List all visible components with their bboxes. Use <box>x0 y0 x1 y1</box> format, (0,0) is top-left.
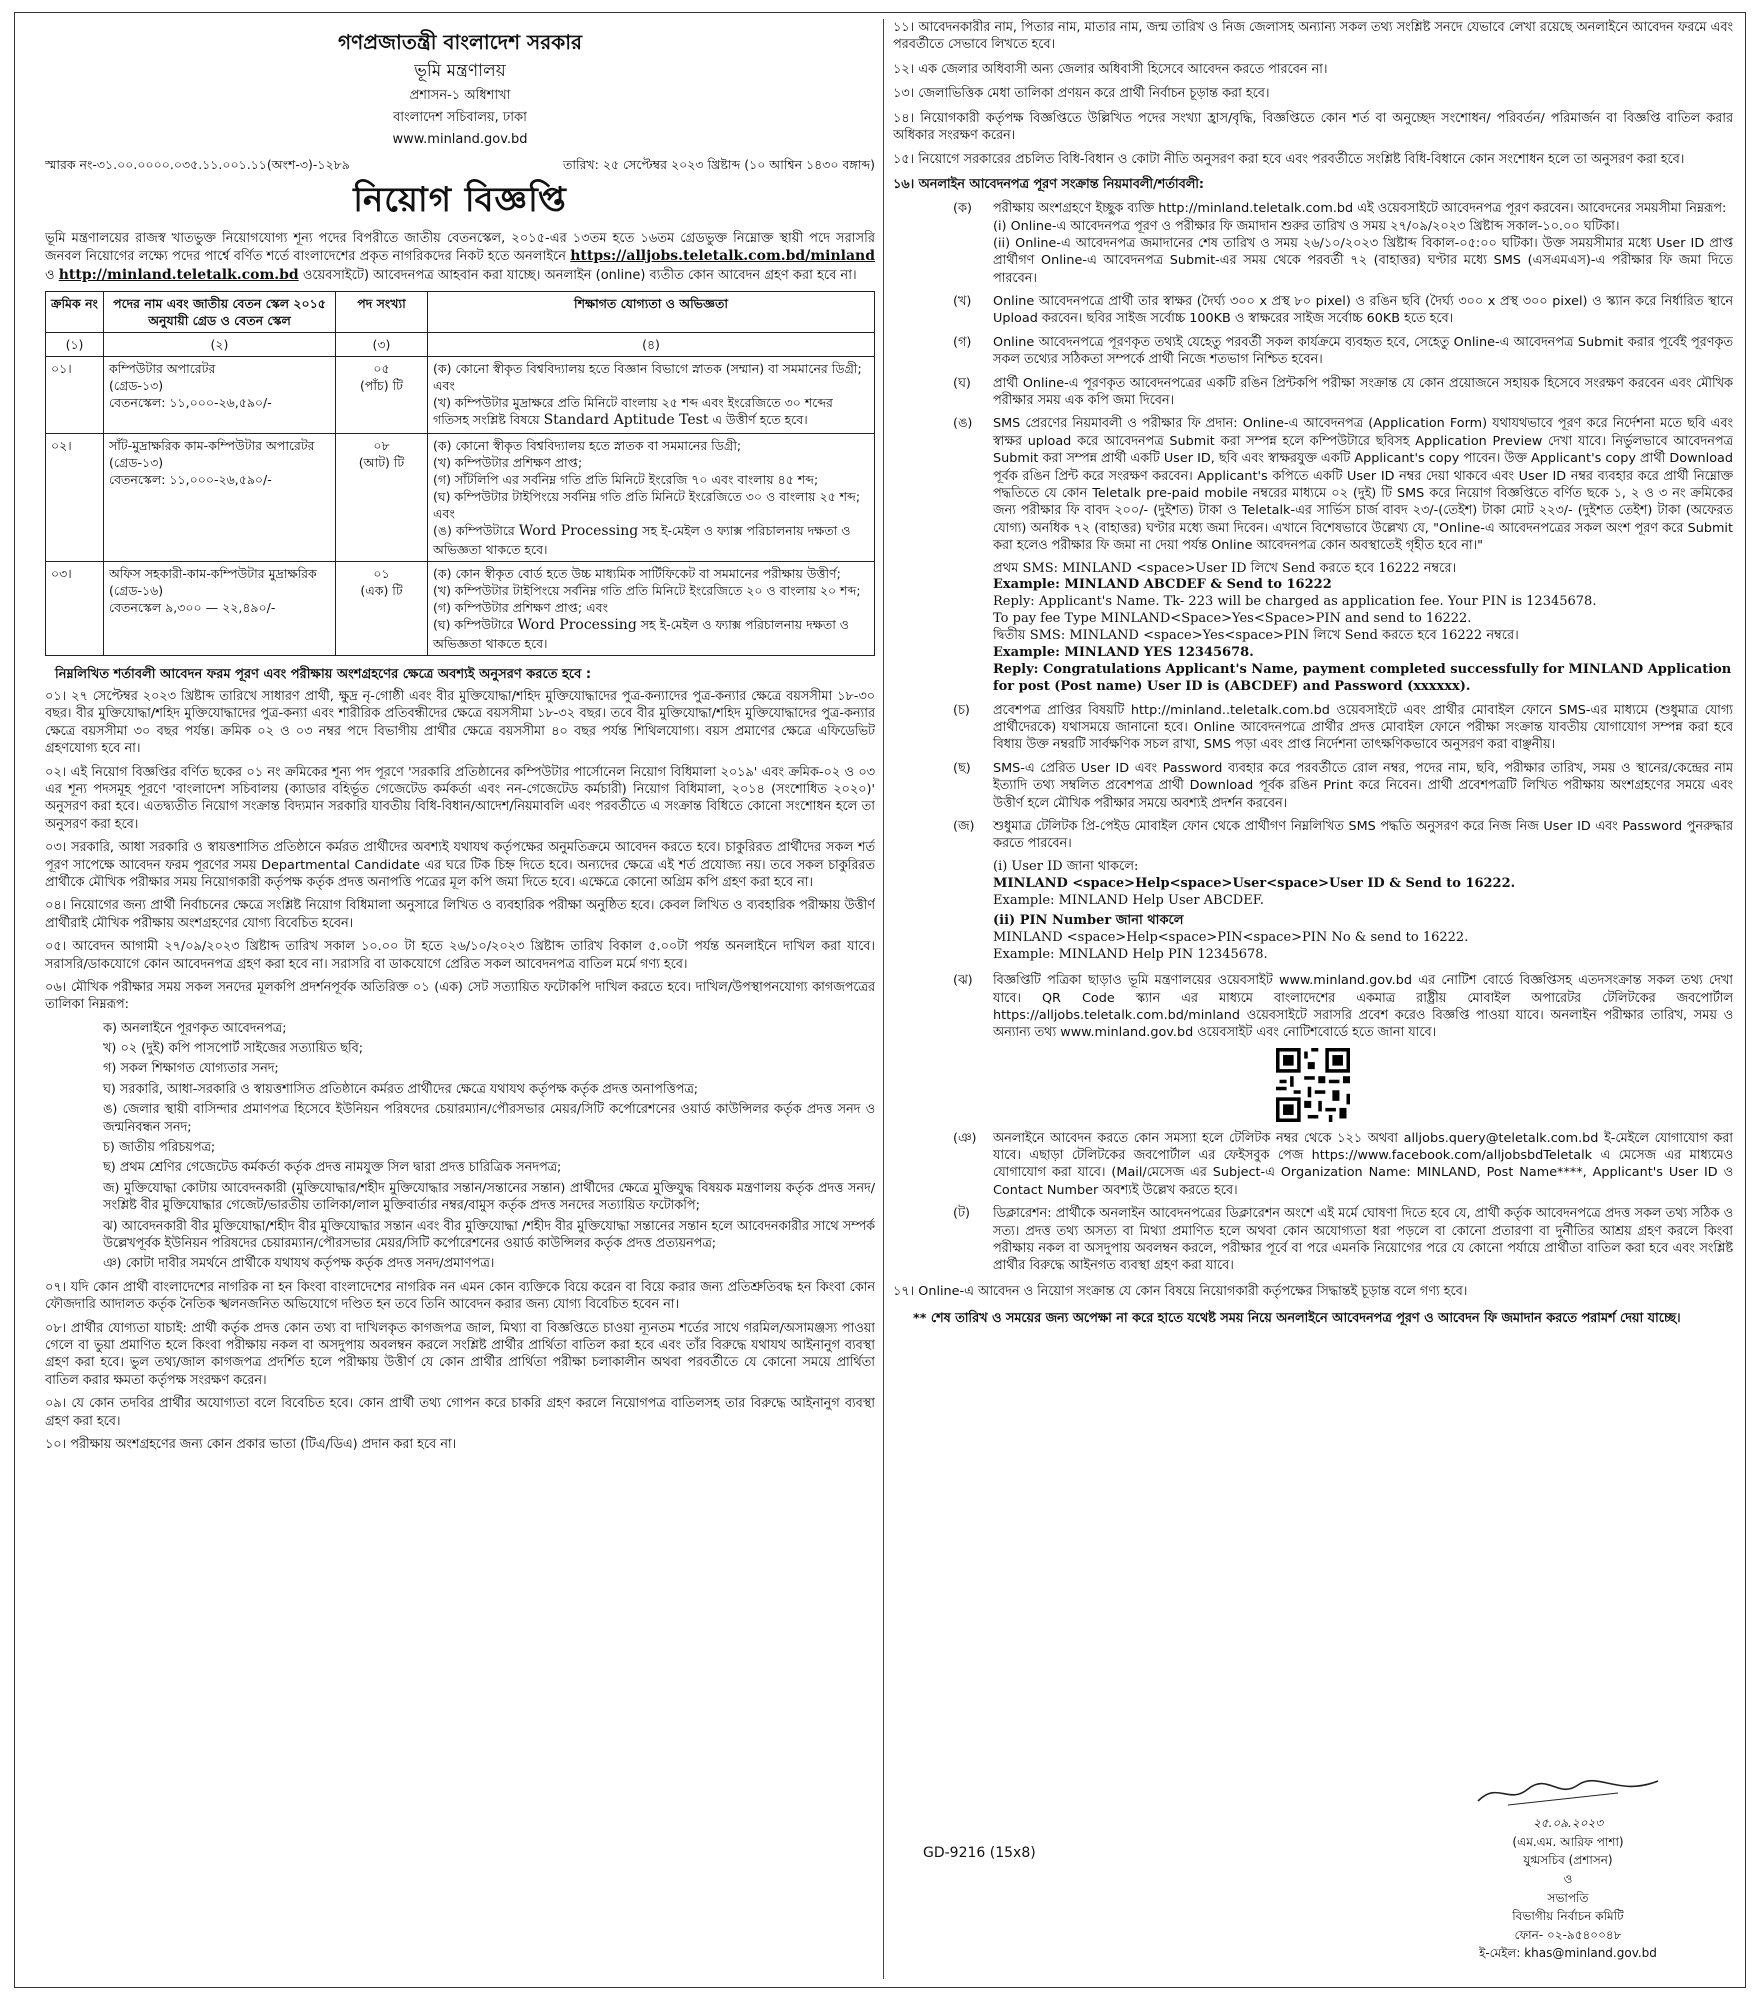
post-name: কম্পিউটার অপারেটর <box>109 361 216 377</box>
colnum: (১) <box>46 333 104 357</box>
rule-text: SMS-এ প্রেরিত User ID এবং Password ব্যবহার করে পরবর্তীতে রোল নম্বর, পদের নাম, ছবি, পরীক্ষার তারিখ, সময় ও স্থানের/কেন্দ্রের নাম ইত্যাদি তথ্য সম্বলিত প্রবেশপত্র প্রার্থী Download পূর্বক রঙিন Print করে নিবেন। প্রার্থী প্রবেশপত্রটি লিখিত পরীক্ষায় অংশগ্রহণের সময়ে এবং উত্তীর্ণ হলে মৌখিক পরীক্ষার সময়ে অবশ্যই প্রদর্শন করবেন। <box>993 760 1733 811</box>
rule-chh <box>953 760 1733 812</box>
row-count <box>336 562 428 656</box>
row-qualification <box>428 562 875 656</box>
rule-text: Online আবেদনপত্রে পূরণকৃত তথ্যই যেহেতু পরবর্তী সকল কার্যক্রমে ব্যবহৃত হবে, সেহেতু Online-এ আবেদনপত্র Submit করার পূর্বেই পূরণকৃত সকল তথ্যের সঠিকতা সম্পর্কে প্রার্থী নিজে শতভাগ নিশ্চিত হবেন। <box>993 334 1733 368</box>
rule-text: ডিক্লারেশন: প্রার্থীকে অনলাইন আবেদনপত্রের ডিক্লারেশন অংশে এই মর্মে ঘোষণা দিতে হবে যে, প্রার্থী কর্তৃক আবেদনপত্রে প্রদত্ত সকল তথ্য সঠিক ও সত্য। প্রদত্ত তথ্য অসত্য বা মিথ্যা প্রমাণিত হলে অথবা কোন অযোগ্যতা ধরা পড়লে বা কোনো প্রতারণা বা দুর্নীতির আশ্রয় গ্রহণ করলে কিংবা পরীক্ষায় নকল বা অসদুপায় অবলম্বন করলে, পরীক্ষার পূর্বে বা পরে এমনকি নিয়োগের পরে যে কোনো পর্যায়ে প্রার্থীতা বাতিল করা হবে এবং সংশ্লিষ্ট প্রার্থীর বিরুদ্ধে আইনগত ব্যবস্থা গ্রহণ করা যাবে। <box>993 1206 1733 1274</box>
sms-line: Example: MINLAND Help PIN 12345678. <box>993 947 1268 963</box>
qualification-item: (গ) সাঁটলিপি এর সর্বনিম্ন গতি প্রতি মিনিটে ইংরেজি ৭০ এবং বাংলায় ৪৫ শব্দ; <box>433 472 819 488</box>
condition-16-title: ১৬। অনলাইন আবেদনপত্র পূরণ সংক্রান্ত নিয়মাবলী/শর্তাবলী: <box>893 176 1205 192</box>
sms-reply: Reply: Congratulations Applicant's Name, payment completed successfully for MINLAND Application for post (Post name) User ID is (ABCDEF) and Password (xxxxxx). <box>993 661 1732 694</box>
col-header-sl: ক্রমিক নং <box>46 292 104 333</box>
condition-03: ০৩। সরকারি, আধা সরকারি ও স্বায়ত্তশাসিত প্রতিষ্ঠানে কর্মরত প্রার্থীদের অবশ্যই যথাযথ কর্তৃপক্ষের অনুমতিক্রমে আবেদন করতে হবে। চাকুরিরত প্রার্থীদের সকল শর্ত পূরণ সাপেক্ষে আবেদন ফরম পূরণের সময় Departmental Candidate এর ঘরে টিক চিহ্ন দিতে হবে। অন্যদের ক্ষেত্রে এই শর্ত প্রযোজ্য নয়। তবে সকল চাকুরিরত প্রার্থীকে মৌখিক পরীক্ষার সময় নিয়োগকারী কর্তৃপক্ষ কর্তৃক প্রদত্ত অনাপত্তি পত্রের মূল কপি জমা দিতে হবে। এক্ষেত্রে কোনো অগ্রিম কপি গ্রহণ করা হবে না। <box>45 840 875 890</box>
count-words: (এক) টি <box>360 583 403 599</box>
row-post <box>104 357 336 434</box>
list-item: চ) জাতীয় পরিচয়পত্র; <box>103 1140 216 1156</box>
table-row <box>46 357 875 434</box>
sms-line <box>993 577 1733 594</box>
condition-11: ১১। আবেদনকারীর নাম, পিতার নাম, মাতার নাম, জন্ম তারিখ ও নিজ জেলাসহ অন্যান্য সকল তথ্য সংশ্লিষ্ট সনদে যেভাবে লেখা রয়েছে অনলাইনে আবেদন ফরমে এবং পরবর্তীতে সেভাবে লিখতে হবে। <box>893 20 1733 53</box>
rule-ch <box>953 702 1733 754</box>
rule-subitem: (i) Online-এ আবেদনপত্র পূরণ ও পরীক্ষার ফি জমাদান শুরুর তারিখ ও সময় ২৭/০৯/২০২৩ খ্রিষ্টাব্দ সকাল-১০.০০ ঘটিকা। <box>993 218 1620 234</box>
gov-name: গণপ্রজাতন্ত্রী বাংলাদেশ সরকার <box>338 30 582 54</box>
list-item: খ) ০২ (দুই) কপি পাসপোর্ট সাইজের সত্যায়িত ছবি; <box>103 1041 364 1057</box>
row-post <box>104 434 336 562</box>
notice-page <box>14 12 1746 1988</box>
sms-line: Reply: Applicant's Name. Tk- 223 will be charged as application fee. Your PIN is 12345678. <box>993 594 1597 610</box>
sms-line <box>993 913 1733 930</box>
signatory-title: সভাপতি <box>1547 1890 1589 1905</box>
qualification-item: (খ) কম্পিউটার টাইপিংয়ে সর্বনিম্ন গতি প্রতি মিনিটে ইংরেজিতে ২০ ও বাংলায় ২০ শব্দ; <box>433 583 861 599</box>
address: বাংলাদেশ সচিবালয়, ঢাকা <box>393 109 527 125</box>
rule-label: (ঙ) <box>953 416 973 432</box>
sms-line: MINLAND <space>Help<space>PIN<space>PIN No & send to 16222. <box>993 930 1469 946</box>
list-item: গ) সকল শিক্ষাগত যোগ্যতার সনদ; <box>103 1061 279 1077</box>
memo-number: স্মারক নং-৩১.০০.০০০০.০৩৫.১১.০০১.১১(অংশ-৩)-১২৮৯ <box>45 157 350 173</box>
sms-example: Example: MINLAND YES 12345678. <box>993 645 1254 660</box>
rule-n <box>953 1130 1733 1200</box>
ministry-name: ভূমি মন্ত্রণালয় <box>414 61 506 82</box>
sms-instructions-1 <box>993 561 1733 696</box>
rule-label: (ট) <box>953 1206 970 1222</box>
rule-text: বিজ্ঞপ্তিটি পত্রিকা ছাড়াও ভূমি মন্ত্রণালয়ের ওয়েবসাইট www.minland.gov.bd এর নোটিশ বোর্ডে বিজ্ঞপ্তিসহ এতদসংক্রান্ত সকল তথ্য দেখা যাবে। QR Code স্ক্যান এর মাধ্যমে বাংলাদেশের একমাত্র রাষ্ট্রীয় মোবাইল অপারেটর টেলিটকের জবপোর্টাল https://alljobs.teletalk.com.bd/minland ওয়েবসাইটে সরাসরি প্রবেশ করেও বিজ্ঞপ্তি পাওয়া যাবে। অনলাইন পরীক্ষার তারিখ, সময় ও অন্যান্য তথ্য www.minland.gov.bd ওয়েবসাইট এবং নোটিশবোর্ডে হতে জানা যাবে। <box>993 973 1733 1041</box>
count-words: (আট) টি <box>358 455 405 471</box>
memo-line <box>45 156 875 173</box>
sms-line <box>993 876 1733 893</box>
sms-cmd: (ii) PIN Number জানা থাকলে <box>993 913 1184 929</box>
rule-label: (ঞ) <box>953 1130 977 1146</box>
q-en: Word Processing <box>517 617 637 634</box>
col-header-post: পদের নাম এবং জাতীয় বেতন স্কেল ২০১৫ অনুযায়ী গ্রেড ও বেতন স্কেল <box>104 292 336 333</box>
rule-ng <box>953 415 1733 554</box>
sms-line <box>993 662 1733 696</box>
post-grade: (গ্রেড-১৬) <box>109 583 164 599</box>
documents-list <box>103 1020 875 1273</box>
qualification-item <box>433 522 869 558</box>
qualification-item: (ক) কোনো স্বীকৃত বিশ্ববিদ্যালয় হতে বিজ্ঞান বিভাগে স্নাতক (সম্মান) বা সমমানের ডিগ্রী; এবং <box>433 361 862 394</box>
q-en: Standard Aptitude Test <box>543 412 709 429</box>
q-end: সহ ই-মেইল ও ফ্যাক্স পরিচালনায় দক্ষতা ও অভিজ্ঞতা থাকতে হবে। <box>433 523 851 558</box>
signatory-email[interactable]: ই-মেইল: khas@minland.gov.bd <box>1479 1946 1657 1961</box>
conditions-title: নিম্নলিখিত শর্তাবলী আবেদন ফরম পূরণ এবং পরীক্ষায় অংশগ্রহণের ক্ষেত্রে অবশ্যই অনুসরণ করতে হবে : <box>55 667 592 683</box>
table-row <box>46 434 875 562</box>
condition-09: ০৯। যে কোন তদবির প্রার্থীর অযোগ্যতা বলে বিবেচিত হবে। কোন প্রার্থী তথ্য গোপন করে চাকরি গ্রহণ করলে নিয়োগপত্র বাতিলসহ তার বিরুদ্ধে আইনানুগ ব্যবস্থা গ্রহণ করা হবে। <box>45 1396 875 1429</box>
website[interactable]: www.minland.gov.bd <box>392 131 528 147</box>
list-item: ঝ) আবেদনকারী বীর মুক্তিযোদ্ধা/শহীদ বীর মুক্তিযোদ্ধার সন্তান এবং বীর মুক্তিযোদ্ধা /শহীদ বীর মুক্তিযোদ্ধা সন্তানের সন্তান হলে আবেদনকারীর সাথে সম্পর্ক উল্লেখপূর্বক ইউনিয়ন পরিষদের চেয়ারম্যান/পৌরসভার মেয়র/সিটি কর্পোরেশনের ওয়ার্ড কাউন্সিলর কর্তৃক প্রদত্ত প্রত্যয়নপত্র; <box>103 1218 875 1251</box>
condition-07: ০৭। যদি কোন প্রার্থী বাংলাদেশের নাগরিক না হন কিংবা বাংলাদেশের নাগরিক নন এমন কোন ব্যক্তিকে বিয়ে করেন বা বিয়ে করার জন্য প্রতিশ্রুতিবদ্ধ হন কিংবা কোন ফৌজদারি আদালত কর্তৃক নৈতিক স্খলনজনিত অভিযোগে দণ্ডিত হন তবে তিনি আবেদন করার জন্য যোগ্য বিবেচিত হবেন না। <box>45 1279 875 1313</box>
rule-label: (জ) <box>953 819 975 835</box>
table-header-row <box>46 292 875 333</box>
column-divider <box>883 19 884 1979</box>
signatory-phone: ফোন- ০২-৯৫৪০০৪৮ <box>1514 1927 1622 1942</box>
rule-text: প্রবেশপত্র প্রাপ্তির বিষয়টি http://minland..teletalk.com.bd ওয়েবসাইটে এবং প্রার্থীর মোবাইল ফোনে SMS-এর মাধ্যমে (শুধুমাত্র যোগ্য প্রার্থীদেরকে) যথাসময়ে জানানো হবে। Online আবেদনপত্রে প্রার্থীর প্রদত্ত মোবাইল ফোনে পরীক্ষা সংক্রান্ত যাবতীয় যোগাযোগ সম্পন্ন করা হবে বিধায় উক্ত নম্বরটি সার্বক্ষণিক সচল রাখা, SMS পড়া এবং প্রাপ্ত নির্দেশনা তাৎক্ষণিকভাবে অনুসরণ করা বাঞ্ছনীয়। <box>993 702 1733 753</box>
table-colnum-row <box>46 333 875 357</box>
condition-13: ১৩। জেলাভিত্তিক মেধা তালিকা প্রণয়ন করে প্রার্থী নির্বাচন চূড়ান্ত করা হবে। <box>893 86 1270 102</box>
list-item: ক) অনলাইনে পূরণকৃত আবেদনপত্র; <box>103 1020 287 1036</box>
final-advice: ** শেষ তারিখ ও সময়ের জন্য অপেক্ষা না করে হাতে যথেষ্ট সময় নিয়ে অনলাইনে আবেদনপত্র পূরণ ও আবেদন ফি জমাদান করতে পরামর্শ দেয়া যাচ্ছে। <box>913 1311 1681 1327</box>
signatory-name: (এম.এম. আরিফ পাশা) <box>1512 1834 1624 1849</box>
count-number: ০১ <box>373 566 390 582</box>
condition-17: ১৭। Online-এ আবেদন ও নিয়োগ সংক্রান্ত যে কোন বিষয়ে নিয়োগকারী কর্তৃপক্ষের সিদ্ধান্তই চূড়ান্ত বলে গণ্য হবে। <box>893 1283 1468 1299</box>
list-item: ঙ) জেলার স্থায়ী বাসিন্দার প্রমাণপত্র হিসেবে ইউনিয়ন পরিষদের চেয়ারম্যান/পৌরসভার মেয়র/সিটি কর্পোরেশনের ওয়ার্ড কাউন্সিলর কর্তৃক প্রদত্ত সনদ ও জন্মনিবন্ধন সনদ; <box>103 1102 875 1135</box>
left-column <box>45 19 875 1983</box>
alljobs-link[interactable]: https://alljobs.teletalk.com.bd/minland <box>570 248 875 265</box>
sms-line <box>993 645 1733 662</box>
post-scale: বেতনস্কেল ৯,৩০০ — ২২,৪৯০/- <box>109 600 276 616</box>
qualification-item <box>433 394 869 430</box>
teletalk-link[interactable]: http://minland.teletalk.com.bd <box>58 267 299 284</box>
sms-line: প্রথম SMS: MINLAND <space>User ID লিখে Send করতে হবে 16222 নম্বরে। <box>993 560 1457 576</box>
condition-01: ০১। ২৭ সেপ্টেম্বর ২০২৩ খ্রিষ্টাব্দ তারিখে সাধারণ প্রার্থী, ক্ষুদ্র নৃ-গোষ্ঠী এবং বীর মুক্তিযোদ্ধা/শহিদ মুক্তিযোদ্ধাদের পুত্র-কন্যাদের পুত্র-কন্যার ক্ষেত্রে বয়সসীমা ১৮-৩০ বছর। বীর মুক্তিযোদ্ধা/শহিদ মুক্তিযোদ্ধাদের পুত্র-কন্যা এবং শারীরিক প্রতিবন্ধীদের ক্ষেত্রে বয়সসীমা ১৮-৩২ বছর। তবে বীর মুক্তিযোদ্ধা/শহিদ মুক্তিযোদ্ধাদের পুত্র-কন্যার ক্ষেত্রে বয়সসীমা ৩০ বছর পর্যন্ত। ক্রমিক ০২ ও ০৩ নম্বর পদে বিভাগীয় প্রার্থীর ক্ষেত্রে বয়সসীমা ৪০ বছর পর্যন্ত শিথিলযোগ্য। বয়স প্রমাণের ক্ষেত্রে এফিডেভিট গ্রহণযোগ্য হবে না। <box>45 689 875 757</box>
count-number: ০৮ <box>373 438 390 454</box>
rule-label: (ক) <box>953 201 972 217</box>
condition-12: ১২। এক জেলার অধিবাসী অন্য জেলার অধিবাসী হিসেবে আবেদন করতে পারবেন না। <box>893 61 1328 77</box>
rule-kh <box>953 293 1733 328</box>
rule-gh <box>953 375 1733 410</box>
qualification-item: (গ) কম্পিউটার প্রশিক্ষণ প্রাপ্ত; এবং <box>433 600 608 616</box>
condition-05: ০৫। আবেদন আগামী ২৭/০৯/২০২৩ খ্রিষ্টাব্দ তারিখ সকাল ১০.০০ টা হতে ২৬/১০/২০২৩ খ্রিষ্টাব্দ তারিখ বিকাল ৫.০০টা পর্যন্ত অনলাইনে দাখিল করা যাবে। সরাসরি/ডাকযোগে কোন আবেদনপত্র গ্রহণ করা হবে না। সরাসরি বা ডাকযোগে প্রেরিত সকল আবেদনপত্র বাতিল মর্মে গণ্য হবে। <box>45 939 875 972</box>
intro-text <box>45 230 875 286</box>
post-name: অফিস সহকারী-কাম-কম্পিউটার মুদ্রাক্ষরিক <box>109 566 317 582</box>
q-end: এ উত্তীর্ণ হতে হবে। <box>712 412 808 428</box>
sms-cmd: MINLAND <space>Help<space>User<space>User ID & Send to 16222. <box>993 875 1516 891</box>
qualification-item: (ক) কোন স্বীকৃত বোর্ড হতে উচ্চ মাধ্যমিক সার্টিফিকেট বা সমমানের পরীক্ষায় উত্তীর্ণ; <box>433 566 841 582</box>
rule-label: (চ) <box>953 702 970 718</box>
qualification-item: (খ) কম্পিউটার প্রশিক্ষণ প্রাপ্ত; <box>433 455 583 471</box>
qualification-item: (ক) কোনো স্বীকৃত বিশ্ববিদ্যালয় হতে স্নাতক বা সমমানের ডিগ্রী; <box>433 438 742 454</box>
rule-label: (ঘ) <box>953 375 971 391</box>
post-name: সাঁট-মুদ্রাক্ষরিক কাম-কম্পিউটার অপারেটর <box>109 438 315 454</box>
signatory-title: বিভাগীয় নির্বাচন কমিটি <box>1512 1909 1624 1924</box>
row-count <box>336 357 428 434</box>
condition-08: ০৮। প্রার্থীর যোগ্যতা যাচাই: প্রার্থী কর্তৃক প্রদত্ত কোন তথ্য বা দাখিলকৃত কাগজপত্র জাল, মিথ্যা বা বিজ্ঞপ্তিতে চাওয়া ন্যূনতম শর্তের সাথে গরমিল/অসামঞ্জস্য পাওয়া গেলে বা ভুয়া প্রমাণিত হলে কিংবা পরীক্ষায় নকল বা অসদুপায় অবলম্বন করলে সংশ্লিষ্ট প্রার্থীর প্রার্থিতা বাতিল করা হবে এবং তাঁর বিরুদ্ধে যথাযথ আইনানুগ ব্যবস্থা গ্রহণ করা হবে। ভুল তথ্য/জাল কাগজপত্র প্রদর্শিত হলে পরীক্ষায় উত্তীর্ণ যে কোন প্রার্থীর প্রার্থিতা পরীক্ষা চলাকালীন অথবা পরবর্তীতে যে কোনো সময়ে প্রার্থিতা বাতিল করার ক্ষমতা কর্তৃপক্ষ সংরক্ষণ করেন। <box>45 1320 875 1388</box>
col-header-qualification: শিক্ষাগত যোগ্যতা ও অভিজ্ঞতা <box>428 292 875 333</box>
rule-text: অনলাইনে আবেদন করতে কোন সমস্যা হলে টেলিটক নম্বর থেকে ১২১ অথবা alljobs.query@teletalk.com.bd ই-মেইলে যোগাযোগ করা যাবে। এছাড়া টেলিটকের জবপোর্টাল এর ফেইসবুক পেজ https://www.facebook.com/alljobsbdTeletalk এ মেসেজ এর মাধ্যমেও যোগাযোগ করা যাবে। (Mail/মেসেজ এর Subject-এ Organization Name: MINLAND, Post Name****, Applicant's User ID ও Contact Number অবশ্যই উল্লেখ করতে হবে। <box>993 1130 1733 1198</box>
signature-handwriting: ২৫.০৯.২০২৩ <box>1532 1816 1604 1831</box>
gd-number: GD-9216 (15x8) <box>923 1844 1036 1861</box>
row-qualification <box>428 357 875 434</box>
condition-02: ০২। এই নিয়োগ বিজ্ঞপ্তির বর্ণিত ছকের ০১ নং ক্রমিকের শূন্য পদ পূরণে 'সরকারি প্রতিষ্ঠানের কম্পিউটার পার্সোনেল নিয়োগ বিধিমালা ২০১৯' এবং ক্রমিক-০২ ও ০৩ এর শূন্য পদসমূহ পূরণে 'বাংলাদেশ সচিবালয় (ক্যাডার বহির্ভূত গেজেটেড কর্মকর্তা এবং নন-গেজেটেড কর্মচারী) নিয়োগ বিধিমালা, ২০১৪ (সংশোধিত ২০২০)' অনুসরণ করা হবে। এতদ্ব্যতীত নিয়োগ সংক্রান্ত বিদ্যমান সরকারি যাবতীয় বিধি-বিধান/আদেশ/নিয়মাবলি এবং পরবর্তীতে এ সংক্রান্ত বিধিতে কোনো সংশোধন হলে তা অনুসরণ করা হবে। <box>45 764 875 832</box>
header <box>45 29 875 148</box>
q-text: (ঙ) কম্পিউটারে <box>433 523 515 539</box>
posts-table <box>45 291 875 656</box>
signature-block <box>1423 1775 1713 1963</box>
rule-label: (ছ) <box>953 760 971 776</box>
list-item: ছ) প্রথম শ্রেণির গেজেটেড কর্মকর্তা কর্তৃক প্রদত্ত নামযুক্ত সিল দ্বারা প্রদত্ত চারিত্রিক সনদপত্র; <box>103 1160 562 1176</box>
condition-14: ১৪। নিয়োগকারী কর্তৃপক্ষ বিজ্ঞপ্তিতে উল্লিখিত পদের সংখ্যা হ্রাস/বৃদ্ধি, বিজ্ঞপ্তিতে কোন শর্ত বা অনুচ্ছেদ সংশোধন/ পরিবর্তন/ পরিমার্জন বা বিজ্ঞপ্তি বাতিল করার অধিকার সংরক্ষণ করেন। <box>893 110 1733 143</box>
qualification-item <box>433 616 869 652</box>
row-qualification <box>428 434 875 562</box>
qr-code-icon[interactable] <box>1276 1048 1350 1122</box>
signatory-title: যুগ্মসচিব (প্রশাসন) <box>1523 1853 1613 1868</box>
post-scale: বেতনস্কেল: ১১,০০০-২৬,৫৯০/- <box>109 395 272 411</box>
rule-label: (ঝ) <box>953 973 973 989</box>
recovery-instructions <box>993 859 1733 964</box>
rule-text: SMS প্রেরণের নিয়মাবলী ও পরীক্ষার ফি প্রদান: Online-এ আবেদনপত্র (Application Form) যথাযথভাবে পূরণ করে নির্দেশনা মতে ছবি এবং স্বাক্ষর upload করে আবেদনপত্র Submit করা সম্পন্ন হলে কম্পিউটারে ছবিসহ Application Preview দেখা যাবে। নির্ভুলভাবে আবেদনপত্র Submit করা সম্পন্ন প্রার্থী একটি User ID, ছবি এবং স্বাক্ষরযুক্ত একটি Applicant's copy পাবেন। উক্ত Applicant's copy প্রার্থী Download পূর্বক রঙিন প্রিন্ট করে সংরক্ষণ করবেন। Applicant's কপিতে একটি User ID নম্বর দেয়া থাকবে এবং User ID নম্বর ব্যবহার করে প্রার্থী নিম্নোক্ত পদ্ধতিতে যে কোন Teletalk pre-paid mobile নম্বরের মাধ্যমে ০২ (দুই) টি SMS করে নিয়োগ বিজ্ঞপ্তিতে বর্ণিত ছকে ১, ২ ও ৩ নং ক্রমিকের জন্য পরীক্ষার ফি বাবদ ২০০/- (দুইশত) টাকা ও Teletalk-এর সার্ভিস চার্জ বাবদ ২৩/-(তেইশ) টাকা মোট ২২৩/- (দুইশত তেইশ) টাকা (অফেরত যোগ্য) অনধিক ৭২ (বাহাত্তর) ঘণ্টার মধ্যে জমা দিবেন। এখানে বিশেষভাবে উল্লেখ্য যে, "Online-এ আবেদনপত্রের সকল অংশ পূরণ করে Submit করা হলেও পরীক্ষার ফি জমা না দেয়া পর্যন্ত Online আবেদনপত্র কোন অবস্থাতেই গৃহীত হবে না।" <box>993 416 1733 554</box>
condition-15: ১৫। নিয়োগে সরকারের প্রচলিত বিধি-বিধান ও কোটা নীতি অনুসরণ করা হবে এবং পরবর্তীতে সংশ্লিষ্ট বিধি-বিধানে কোন সংশোধন হলে তা অনুসরণ করা হবে। <box>893 152 1685 168</box>
row-post <box>104 562 336 656</box>
rule-text: প্রার্থী Online-এ পূরণকৃত আবেদনপত্রের একটি রঙিন প্রিন্টকপি পরীক্ষা সংক্রান্ত যে কোন প্রয়োজনে সহায়ক হিসেবে সংরক্ষণ করবেন এবং মৌখিক পরীক্ষার সময় এক কপি জমা দিবেন। <box>993 375 1733 409</box>
colnum: (৩) <box>336 333 428 357</box>
intro-part1: ভূমি মন্ত্রণালয়ের রাজস্ব খাতভুক্ত নিয়োগযোগ্য শূন্য পদের বিপরীতে জাতীয় বেতনস্কেল, ২০১৫-এর ১৩তম হতে ১৬তম গ্রেডভুক্ত নিম্নোক্ত স্থায়ী পদে সরাসরি জনবল নিয়োগের লক্ষ্যে পদের পার্শ্বে বর্ণিত শর্তে বাংলাদেশের প্রকৃত নাগরিকদের নিকট হতে অনলাইনে <box>45 230 875 265</box>
rule-g <box>953 334 1733 369</box>
sms-line: দ্বিতীয় SMS: MINLAND <space>Yes<space>PIN লিখে Send করতে হবে 16222 নম্বরে। <box>993 628 1519 644</box>
rule-text: পরীক্ষায় অংশগ্রহণে ইচ্ছুক ব্যক্তি http://minland.teletalk.com.bd এই ওয়েবসাইটে আবেদনপত্র পূরণ করবেন। আবেদনের সময়সীমা নিম্নরূপ: <box>993 201 1727 217</box>
condition-06: ০৬। মৌখিক পরীক্ষার সময় সকল সনদের মূলকপি প্রদর্শনপূর্বক অতিরিক্ত ০১ (এক) সেট সত্যায়িত ফটোকপি দাখিল করতে হবে। দাখিল/উপস্থাপনযোগ্য কাগজপত্রের তালিকা নিম্নরূপ: <box>45 979 875 1013</box>
table-row <box>46 562 875 656</box>
sms-line: (i) User ID জানা থাকলে: <box>993 858 1139 874</box>
col-header-count: পদ সংখ্যা <box>336 292 428 333</box>
row-sl: ০৩। <box>46 562 104 656</box>
rule-label: (গ) <box>953 334 972 350</box>
list-item: ঞ) কোটা দাবীর সমর্থনে প্রার্থীকে যথাযথ কর্তৃপক্ষ কর্তৃক প্রদত্ত সনদ/প্রমাণপত্র। <box>103 1256 495 1272</box>
post-grade: (গ্রেড-১৩) <box>109 455 164 471</box>
rule-j <box>953 818 1733 853</box>
condition-04: ০৪। নিয়োগের জন্য প্রার্থী নির্বাচনের ক্ষেত্রে সংশ্লিষ্ট নিয়োগ বিধিমালা অনুসারে লিখিত ও ব্যবহারিক পরীক্ষা অনুষ্ঠিত হবে। কেবল লিখিত ও ব্যবহারিক পরীক্ষায় উত্তীর্ণ প্রার্থীরাই মৌখিক পরীক্ষায় অংশগ্রহণের যোগ্য বিবেচিত হবেন। <box>45 898 875 931</box>
colnum: (২) <box>104 333 336 357</box>
count-number: ০৫ <box>373 361 390 377</box>
rule-t <box>953 1205 1733 1275</box>
row-count <box>336 434 428 562</box>
colnum: (৪) <box>428 333 875 357</box>
q-text: (ঘ) কম্পিউটারে <box>433 617 514 633</box>
rule-text: শুধুমাত্র টেলিটক প্রি-পেইড মোবাইল ফোন থেকে প্রার্থীগণ নিম্নলিখিত SMS পদ্ধতি অনুসরণ করে নিজ নিজ User ID এবং Password পুনরুদ্ধার করতে পারবেন। <box>993 819 1733 852</box>
rule-subitem: (ii) Online-এ আবেদনপত্র জমাদানের শেষ তারিখ ও সময় ২৬/১০/২০২৩ খ্রিষ্টাব্দ বিকাল-০৫:০০ ঘটিকা। উক্ত সময়সীমার মধ্যে User ID প্রাপ্ত প্রার্থীগণ Online-এ আবেদনপত্র Submit-এর সময় থেকে পরবর্তী ৭২ (বাহাত্তর) ঘণ্টার মধ্যে SMS (এসএমএস)-এ পরীক্ষার ফি জমা দিতে পারবেন। <box>993 235 1733 286</box>
sms-example: Example: MINLAND ABCDEF & Send to 16222 <box>993 577 1332 593</box>
rule-jh <box>953 972 1733 1042</box>
page-title: নিয়োগ বিজ্ঞপ্তি <box>353 180 567 221</box>
wing-name: প্রশাসন-১ অধিশাখা <box>409 88 511 104</box>
post-scale: বেতনস্কেল: ১১,০০০-২৬,৫৯০/- <box>109 472 272 488</box>
sms-line: To pay fee Type MINLAND<Space>Yes<Space>PIN and send to 16222. <box>993 611 1472 627</box>
rule-body <box>993 200 1733 287</box>
q-end: সহ ই-মেইল ও ফ্যাক্স পরিচালনায় দক্ষতা ও অভিজ্ঞতা থাকতে হবে। <box>433 617 850 652</box>
rule-label: (খ) <box>953 294 972 310</box>
sms-line: Example: MINLAND Help User ABCDEF. <box>993 892 1264 908</box>
qualification-item: (ঘ) কম্পিউটার টাইপিংয়ে সর্বনিম্ন গতি প্রতি মিনিটে ইংরেজিতে ৩০ ও বাংলায় ২৫ শব্দ; এবং <box>433 489 861 522</box>
intro-part2: ওয়েবসাইটে) আবেদনপত্র আহবান করা যাচ্ছে। অনলাইন (online) ব্যতীত কোন আবেদন গ্রহণ করা হবে না। <box>302 268 857 284</box>
intro-mid: ও <box>45 268 55 284</box>
memo-date: তারিখ: ২৫ সেপ্টেম্বর ২০২৩ খ্রিষ্টাব্দ (১০ আশ্বিন ১৪৩০ বঙ্গাব্দ) <box>562 157 875 173</box>
right-column <box>893 19 1733 1983</box>
signature-icon <box>1468 1775 1668 1809</box>
condition-10: ১০। পরীক্ষায় অংশগ্রহণের জন্য কোন প্রকার ভাতা (টিএ/ডিএ) প্রদান করা হবে না। <box>45 1436 457 1452</box>
q-en: Word Processing <box>518 523 639 540</box>
list-item: ঘ) সরকারি, আধা-সরকারি ও স্বায়ত্তশাসিত প্রতিষ্ঠানে কর্মরত প্রার্থীদের ক্ষেত্রে যথাযথ কর্তৃপক্ষ কর্তৃক প্রদত্ত অনাপত্তিপত্র; <box>103 1081 699 1097</box>
signatory-and: ও <box>1563 1872 1573 1887</box>
count-words: (পাঁচ) টি <box>360 378 403 394</box>
rule-text: Online আবেদনপত্রে প্রার্থী তার স্বাক্ষর (দৈর্ঘ্য ৩০০ x প্রস্থ ৮০ pixel) ও রঙিন ছবি (দৈর্ঘ্য ৩০০ x প্রস্থ ৩০০ pixel) ও স্ক্যান করে নির্ধারিত স্থানে Upload করবেন। ছবির সাইজ সর্বোচ্চ 100KB ও স্বাক্ষরের সাইজ সর্বোচ্চ 60KB হতে হবে। <box>993 294 1733 327</box>
list-item: জ) মুক্তিযোদ্ধা কোটায় আবেদনকারী (মুক্তিযোদ্ধার/শহীদ মুক্তিযোদ্ধার সন্তান/সন্তানের সন্তান) প্রার্থীদের ক্ষেত্রে মুক্তিযুদ্ধ বিষয়ক মন্ত্রণালয় কর্তৃক প্রদত্ত সনদ/সংশ্লিষ্ট বীর মুক্তিযোদ্ধার গেজেট/ভারতীয় তালিকা/লাল মুক্তিবার্তার নম্বর/বামুস কর্তৃক প্রদত্ত সনদের সত্যায়িত ফটোকপি; <box>103 1180 875 1214</box>
row-sl: ০২। <box>46 434 104 562</box>
q-text: (খ) কম্পিউটার মুদ্রাক্ষরে প্রতি মিনিটে বাংলায় ২৫ শব্দ এবং ইংরেজিতে ৩০ শব্দের গতিসহ সংশ্লিষ্ট বিষয়ে <box>433 395 833 428</box>
post-grade: (গ্রেড-১৩) <box>109 378 164 394</box>
row-sl: ০১। <box>46 357 104 434</box>
rule-k <box>953 200 1733 287</box>
